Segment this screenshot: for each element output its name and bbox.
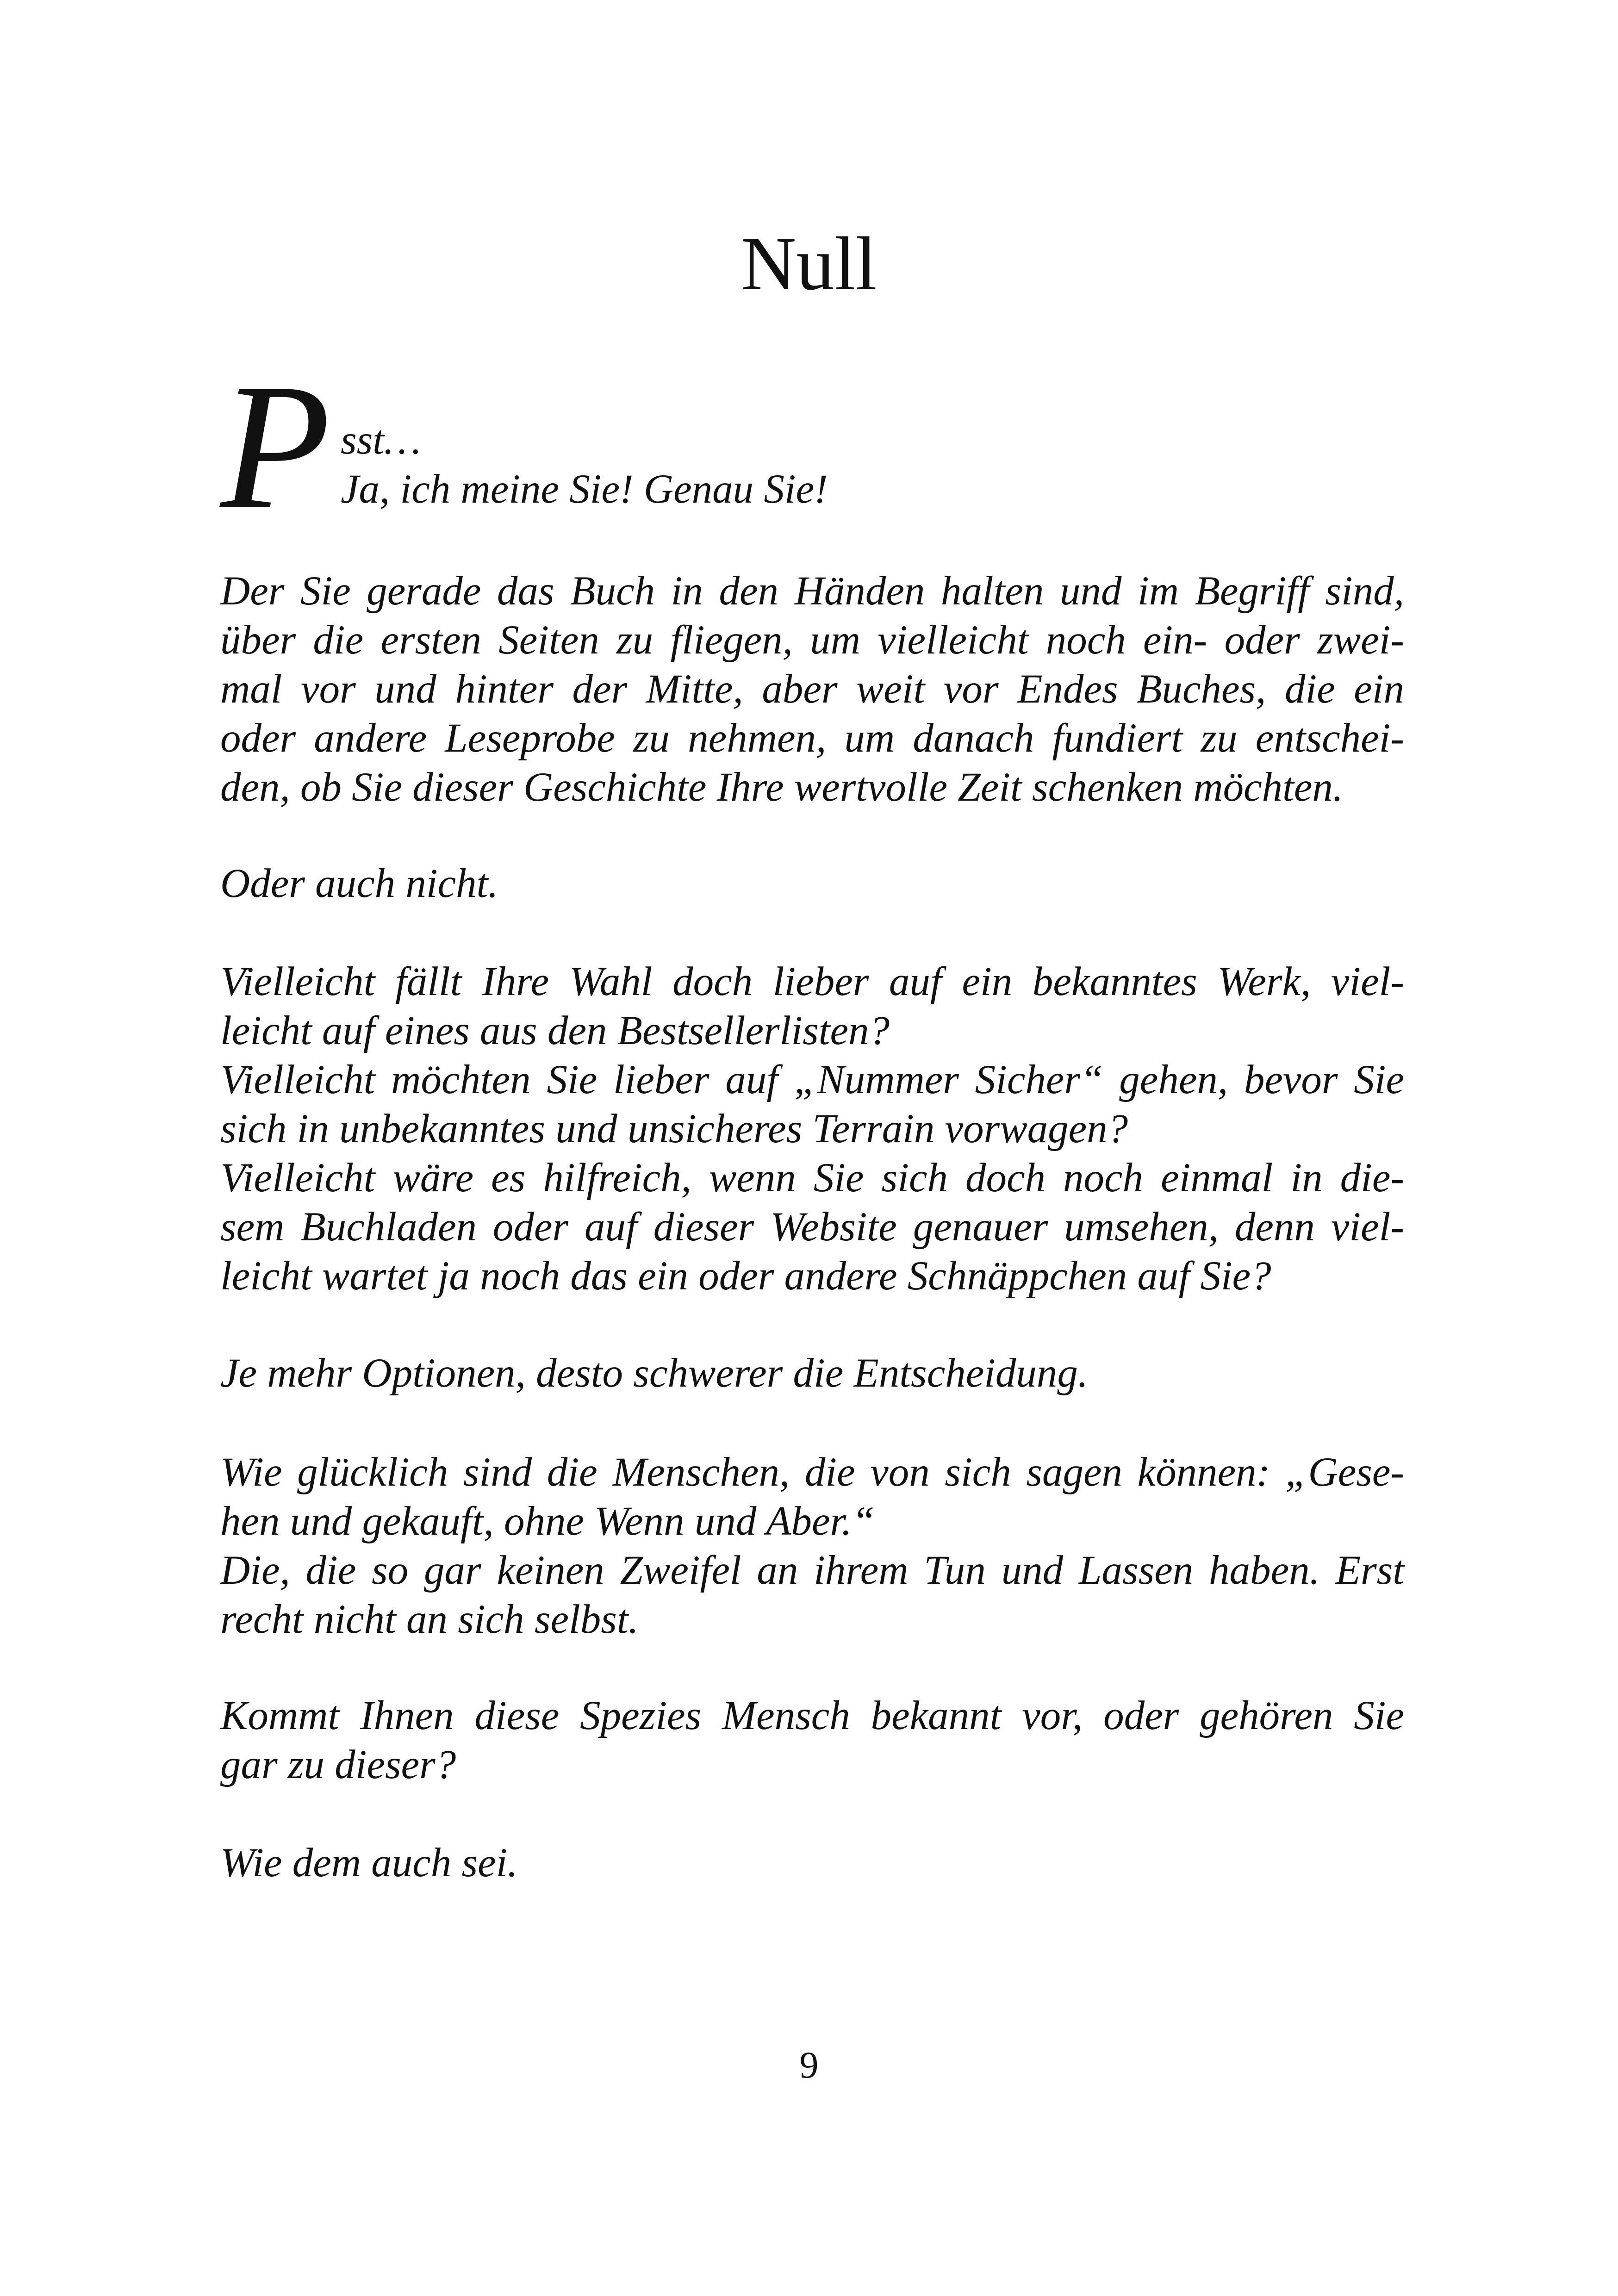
paragraph-line: mal vor und hinter der Mitte, aber weit vor Endes Buches, die ein [220,666,1404,712]
paragraph-line: leicht wartet ja noch das ein oder andere Schnäppchen auf Sie? [220,1253,1271,1299]
paragraph-line: Kommt Ihnen diese Spezies Mensch bekannt vor, oder gehören Sie [220,1693,1404,1738]
paragraph-line: über die ersten Seiten zu fliegen, um vielleicht noch ein- oder zwei- [220,617,1404,663]
paragraph-line: Oder auch nicht. [220,861,498,906]
paragraph-line: Die, die so gar keinen Zweifel an ihrem Tun und Lassen haben. Erst [220,1548,1404,1593]
paragraph-line: gar zu dieser? [220,1742,456,1787]
paragraph-4 [220,1349,1404,1398]
drop-cap: P [220,347,331,547]
page-number: 9 [799,2044,819,2086]
paragraph-line: Je mehr Optionen, desto schwerer die Entscheidung. [220,1350,1089,1396]
paragraph-line: sich in unbekanntes und unsicheres Terrain vorwagen? [220,1106,1128,1151]
paragraph-3 [220,957,1404,1300]
opening-block [220,347,1404,547]
paragraph-2 [220,859,1404,908]
paragraph-line: Vielleicht wäre es hilfreich, wenn Sie sich doch noch einmal in die- [220,1155,1404,1201]
paragraph-1 [220,566,1404,812]
paragraph-7 [220,1838,1404,1887]
paragraph-line: Vielleicht fällt Ihre Wahl doch lieber auf ein bekanntes Werk, viel- [220,959,1404,1004]
paragraph-line: sem Buchladen oder auf dieser Website genauer umsehen, denn viel- [220,1204,1404,1250]
opening-line-2: Ja, ich meine Sie! Genau Sie! [341,467,828,512]
paragraph-line: leicht auf eines aus den Bestsellerlisten? [220,1008,890,1053]
paragraph-line: hen und gekauft, ohne Wenn und Aber.“ [220,1499,875,1544]
chapter-title: Null [741,221,877,306]
opening-line-1: sst… [341,417,421,463]
paragraph-5 [220,1448,1404,1644]
paragraph-line: Vielleicht möchten Sie lieber auf „Nummer Sicher“ gehen, bevor Sie [220,1057,1404,1102]
paragraph-line: Der Sie gerade das Buch in den Händen halten und im Begriff sind, [220,568,1404,614]
paragraph-6 [220,1691,1404,1789]
paragraph-line: oder andere Leseprobe zu nehmen, um danach fundiert zu entschei- [220,716,1404,761]
paragraph-line: recht nicht an sich selbst. [220,1597,639,1642]
paragraph-line: Wie dem auch sei. [220,1840,518,1885]
paragraph-line: Wie glücklich sind die Menschen, die von sich sagen können: „Gese- [220,1450,1404,1495]
paragraph-line: den, ob Sie dieser Geschichte Ihre wertvolle Zeit schenken möchten. [220,765,1344,810]
